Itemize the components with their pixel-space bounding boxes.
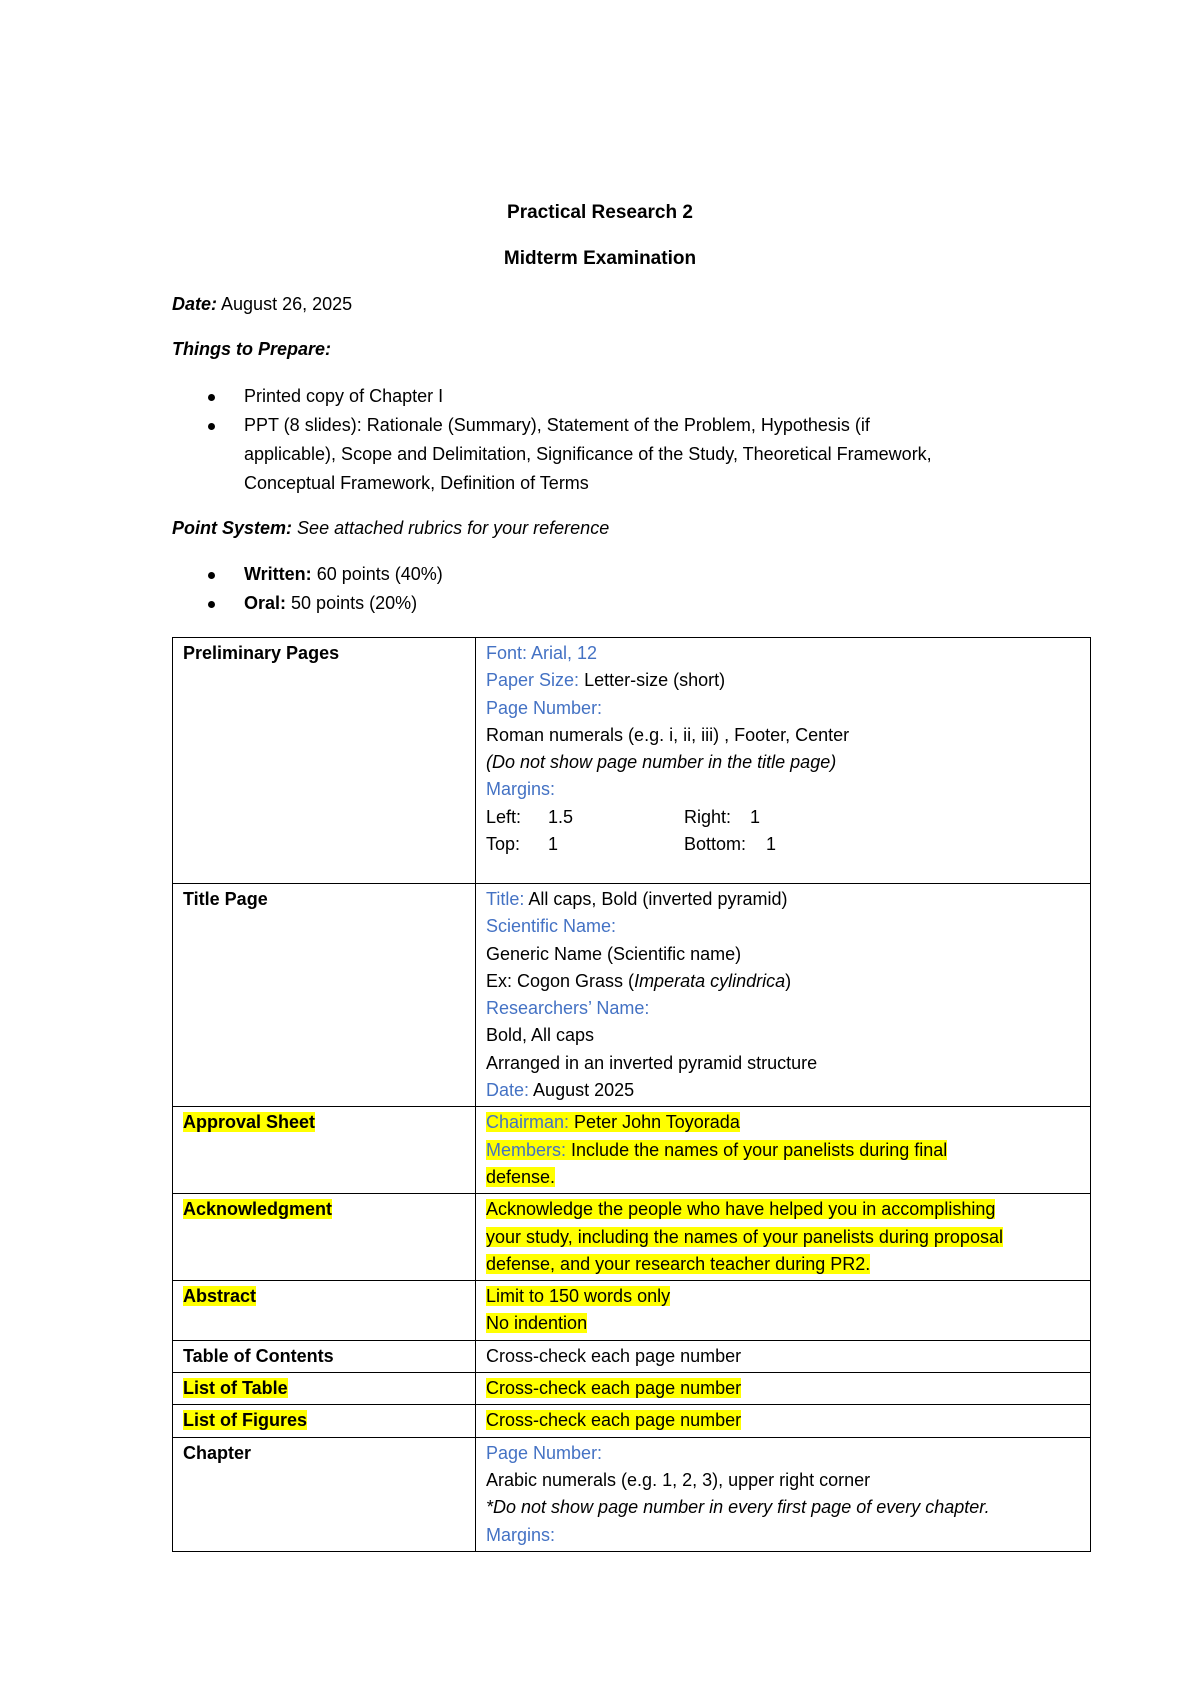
row-label: Approval Sheet bbox=[173, 1107, 476, 1194]
table-row bbox=[173, 884, 1091, 1107]
bullet-icon bbox=[208, 423, 215, 430]
row-content: Cross-check each page number bbox=[476, 1405, 1091, 1437]
prepare-heading bbox=[172, 339, 331, 360]
list-item: Oral: 50 points (20%) bbox=[172, 589, 1052, 618]
row-content: Acknowledge the people who have helped you in accomplishing your study, including the names of your panelists during proposal defense, and your research teacher during PR2. bbox=[476, 1194, 1091, 1281]
table-row bbox=[173, 1373, 1091, 1405]
requirements-table bbox=[172, 637, 1091, 1552]
row-label: Acknowledgment bbox=[173, 1194, 476, 1281]
row-label: Abstract bbox=[173, 1281, 476, 1341]
row-content: Cross-check each page number bbox=[476, 1340, 1091, 1372]
row-label: List of Figures bbox=[173, 1405, 476, 1437]
points-list bbox=[172, 560, 1052, 618]
points-line bbox=[172, 518, 609, 539]
row-label: List of Table bbox=[173, 1373, 476, 1405]
table-row bbox=[173, 638, 1091, 884]
table-row bbox=[173, 1405, 1091, 1437]
bullet-icon bbox=[208, 601, 215, 608]
table-row bbox=[173, 1437, 1091, 1551]
prepare-label: Things to Prepare: bbox=[172, 339, 332, 359]
points-note: See attached rubrics for your reference bbox=[297, 518, 610, 538]
exam-title: Midterm Examination bbox=[503, 248, 697, 269]
row-label: Chapter bbox=[173, 1437, 476, 1551]
margins-row: Top: 1 Bottom: 1 bbox=[486, 834, 777, 855]
margins-row: Left: 1.5 Right: 1 bbox=[486, 806, 761, 827]
row-label: Title Page bbox=[173, 884, 476, 1107]
prepare-list bbox=[172, 382, 1052, 498]
points-label: Point System: bbox=[172, 518, 293, 538]
list-item: Printed copy of Chapter I bbox=[172, 382, 1052, 411]
row-content: Title: All caps, Bold (inverted pyramid) Scientific Name: Generic Name (Scientific name) Ex: Cogon Grass (Imperata cylindrica) Researchers’ Name: Bold, All caps Arranged in an inverted pyramid structure Date: August 2025 bbox=[476, 884, 1091, 1107]
date-line bbox=[172, 294, 352, 315]
table-row bbox=[173, 1281, 1091, 1341]
row-content: Cross-check each page number bbox=[476, 1373, 1091, 1405]
list-item: Written: 60 points (40%) bbox=[172, 560, 1052, 589]
row-content: Chairman: Peter John Toyorada Members: Include the names of your panelists during final defense. bbox=[476, 1107, 1091, 1194]
row-content: Page Number: Arabic numerals (e.g. 1, 2, 3), upper right corner *Do not show page number in every first page of every chapter. Margins: bbox=[476, 1437, 1091, 1551]
table-row bbox=[173, 1340, 1091, 1372]
date-label: Date: bbox=[172, 294, 218, 314]
list-item: PPT (8 slides): Rationale (Summary), Statement of the Problem, Hypothesis (if applicable), Scope and Delimitation, Significance of the Study, Theoretical Framework, Conceptual Framework, Definition of Terms bbox=[172, 411, 1052, 498]
table-row bbox=[173, 1194, 1091, 1281]
course-title: Practical Research 2 bbox=[507, 202, 693, 223]
date-value: August 26, 2025 bbox=[221, 294, 353, 314]
bullet-icon bbox=[208, 394, 215, 401]
bullet-icon bbox=[208, 572, 215, 579]
row-content: Limit to 150 words only No indention bbox=[476, 1281, 1091, 1341]
row-content: Font: Arial, 12 Paper Size: Letter-size (short) Page Number: Roman numerals (e.g. i, ii, iii) , Footer, Center (Do not show page number in the title page) Margins: Left: 1.5 Right: 1 Top: 1 Bottom: 1 bbox=[476, 638, 1091, 884]
row-label: Table of Contents bbox=[173, 1340, 476, 1372]
row-label: Preliminary Pages bbox=[173, 638, 476, 884]
table-row bbox=[173, 1107, 1091, 1194]
